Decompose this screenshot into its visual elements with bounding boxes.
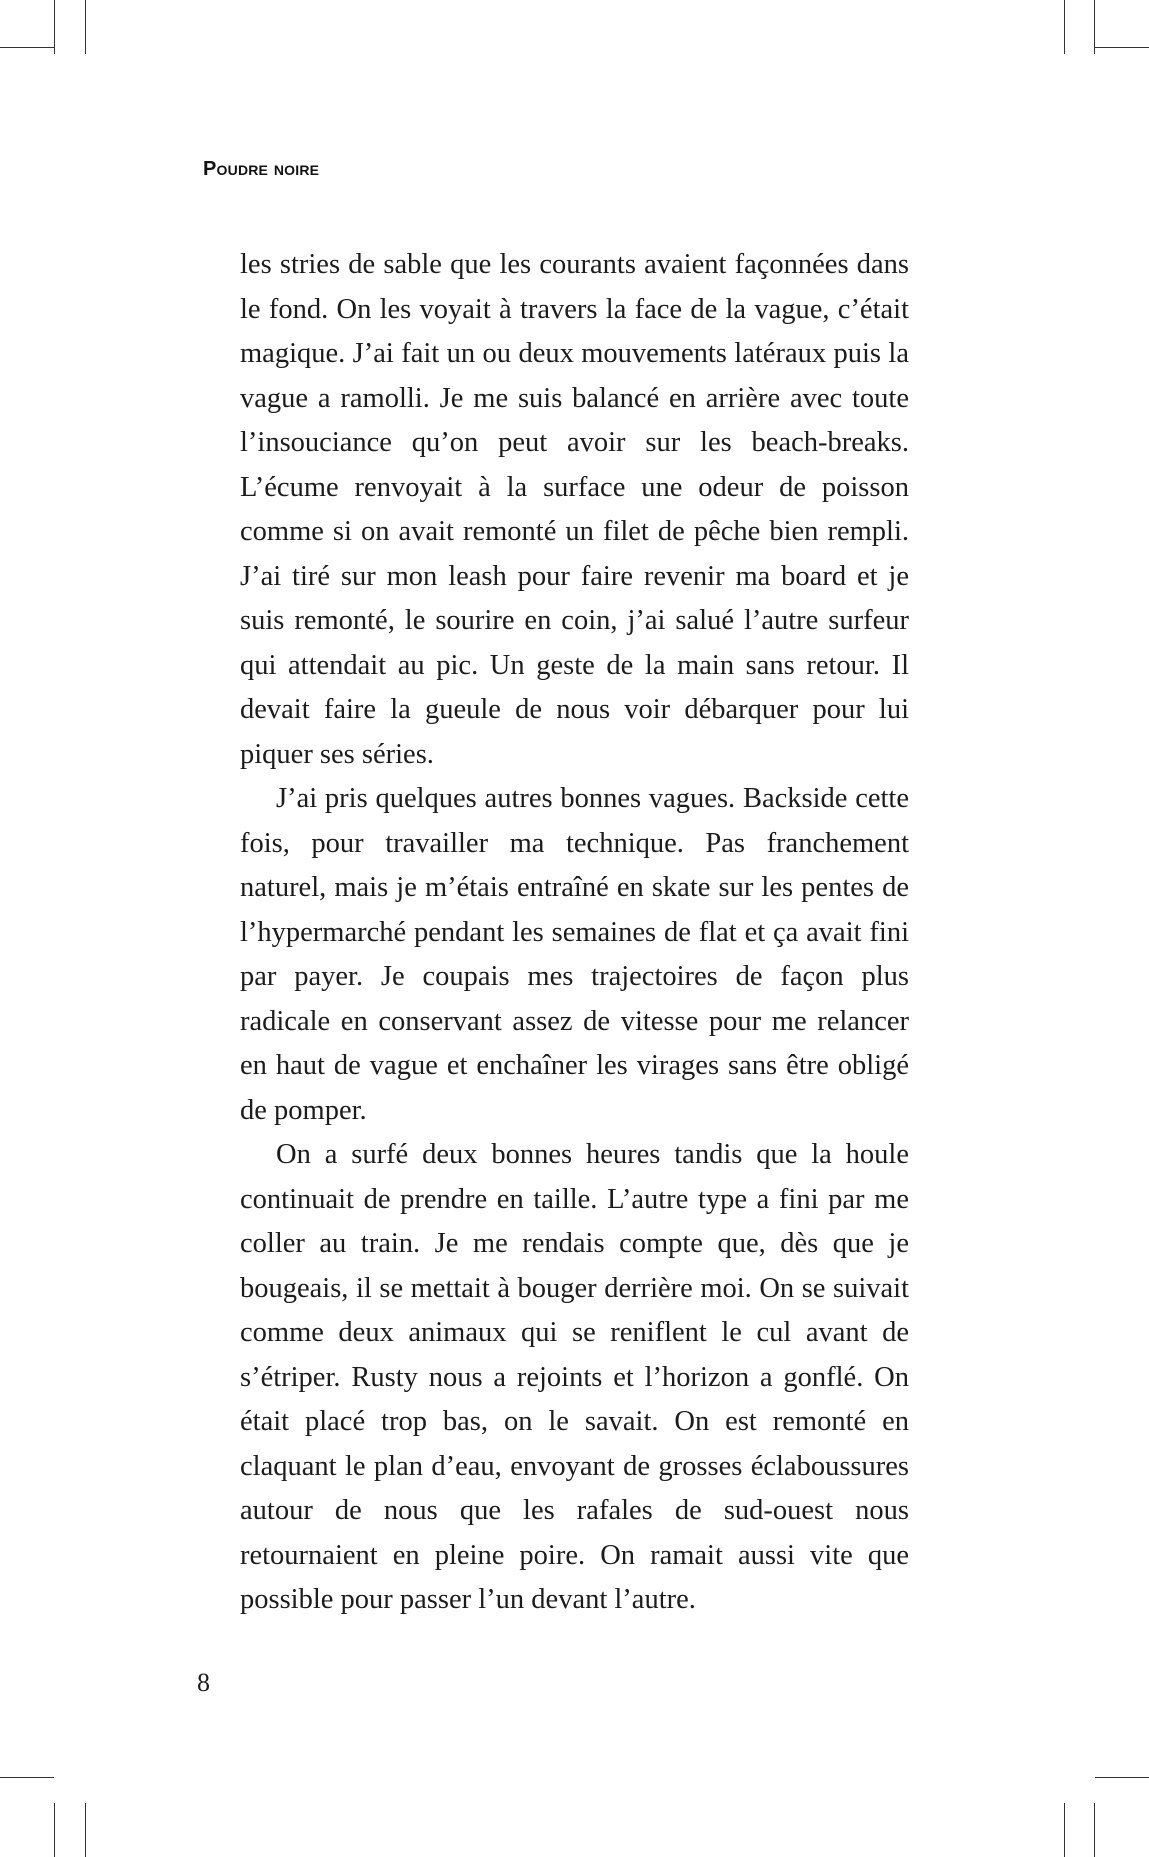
crop-mark [1094, 0, 1095, 54]
crop-mark [1095, 1777, 1149, 1778]
paragraph: On a surfé deux bonnes heures tandis que la houle continuait de prendre en taille. L’autre type a fini par me coller au train. Je me rendais compte que, dès que je bougeais, il se mettait à bouger derrière moi. On se suivait comme deux animaux qui se reniflent le cul avant de s’étriper. Rusty nous a rejoints et l’horizon a gonflé. On était placé trop bas, on le savait. On est remonté en claquant le plan d’eau, envoyant de grosses éclaboussures autour de nous que les rafales de sud-ouest nous retournaient en pleine poire. On ramait aussi vite que possible pour passer l’un devant l’autre. [240, 1139, 909, 1615]
paragraph: les stries de sable que les courants avaient façonnées dans le fond. On les voyait à travers la face de la vague, c’était magique. J’ai fait un ou deux mouvements latéraux puis la vague a ramolli. Je me suis balancé en arrière avec toute l’insouciance qu’on peut avoir sur les beach-breaks. L’écume renvoyait à la surface une odeur de poisson comme si on avait remonté un filet de pêche bien rempli. J’ai tiré sur mon leash pour faire revenir ma board et je suis remonté, le sourire en coin, j’ai salué l’autre surfeur qui attendait au pic. Un geste de la main sans retour. Il devait faire la gueule de nous voir débarquer pour lui piquer ses séries. [240, 249, 909, 770]
crop-mark [1064, 0, 1065, 54]
crop-mark [85, 1803, 86, 1857]
crop-mark [0, 47, 54, 48]
page-number: 8 [197, 1668, 210, 1697]
crop-mark [85, 0, 86, 54]
paragraph: J’ai pris quelques autres bonnes vagues. Backside cette fois, pour travailler ma technique. Pas franchement naturel, mais je m’étais entraîné en skate sur les pentes de l’hypermarché pendant les semaines de flat et ça avait fini par payer. Je coupais mes trajectoires de façon plus radicale en conservant assez de vitesse pour me relancer en haut de vague et enchaîner les virages sans être obligé de pomper. [240, 783, 909, 1126]
crop-mark [0, 1777, 54, 1778]
crop-mark [1094, 1803, 1095, 1857]
crop-mark [1095, 47, 1149, 48]
crop-mark [1064, 1803, 1065, 1857]
body-text [240, 243, 909, 1623]
crop-mark [54, 0, 55, 54]
running-head: Poudre noire [203, 158, 320, 180]
crop-mark [54, 1803, 55, 1857]
